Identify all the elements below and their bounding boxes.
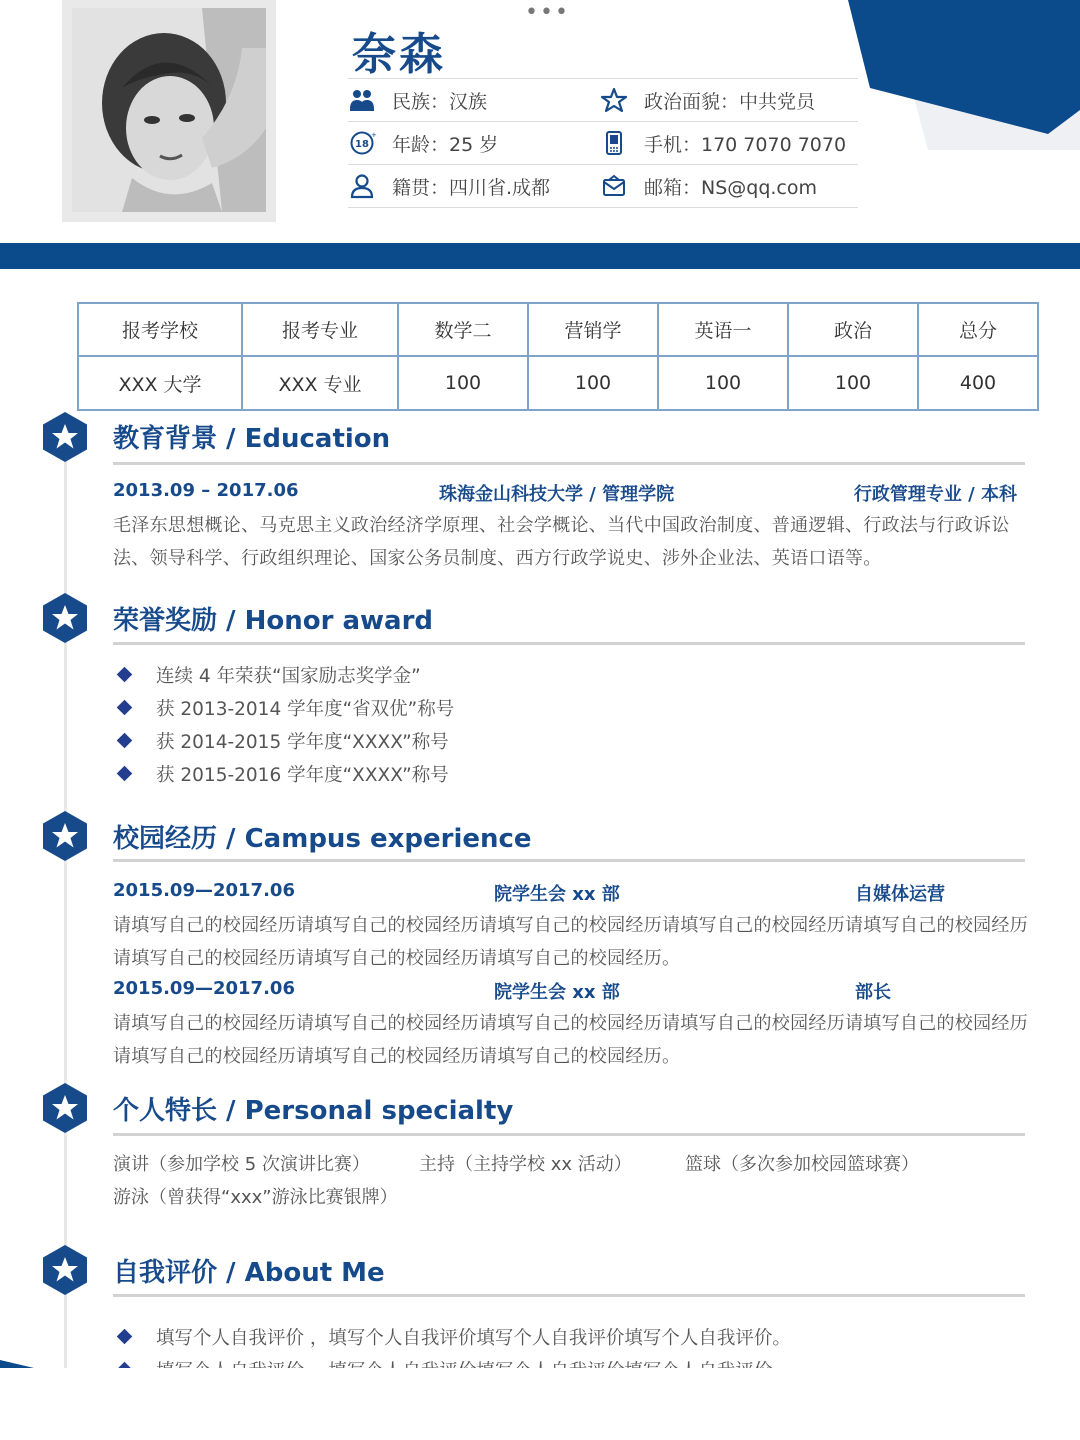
list-item: 连续 4 年荣获“国家励志奖学金” [113, 658, 454, 691]
section-divider [113, 859, 1025, 862]
campus-period: 2015.09—2017.06 [113, 978, 295, 999]
list-item: 填写个人自我评价 ，填写个人自我评价填写个人自我评价填写个人自我评价。 [113, 1320, 791, 1353]
table-cell: XXX 大学 [78, 356, 242, 410]
table-cell: 100 [658, 356, 788, 410]
table-header-cell: 报考学校 [78, 303, 242, 356]
svg-text:18: 18 [355, 139, 369, 150]
table-cell: 100 [788, 356, 918, 410]
specialty-list [113, 1148, 1029, 1214]
list-item: 获 2015-2016 学年度“XXXX”称号 [113, 757, 454, 790]
section-title-campus: 校园经历 / Campus experience [113, 824, 532, 854]
honors-list [113, 658, 454, 790]
education-courses: 毛泽东思想概论、马克思主义政治经济学原理、社会学概论、当代中国政治制度、普通逻辑、行政法与行政诉讼法、领导科学、行政组织理论、国家公务员制度、西方行政学说史、涉外企业法、英语口语等。 [113, 515, 1010, 569]
education-period: 2013.09 – 2017.06 [113, 480, 299, 501]
age-18-icon [348, 129, 376, 157]
campus-entry-meta [113, 978, 1025, 1004]
table-cell: 100 [528, 356, 658, 410]
section-title-about: 自我评价 / About Me [113, 1258, 385, 1288]
info-row [348, 121, 858, 164]
info-row [348, 78, 858, 121]
star-outline-icon [600, 86, 628, 114]
phone-text: 手机：170 7070 7070 [644, 133, 847, 156]
section-title-education: 教育背景 / Education [113, 424, 391, 454]
table-header-cell: 总分 [918, 303, 1038, 356]
ethnicity-icon [348, 86, 376, 114]
table-cell: 400 [918, 356, 1038, 410]
education-meta [113, 480, 1025, 506]
political-status-text: 政治面貌：中共党员 [644, 90, 816, 113]
diamond-bullet-icon [117, 1329, 133, 1345]
portrait-illustration [72, 8, 266, 212]
person-icon [348, 172, 376, 200]
table-header-cell: 报考专业 [242, 303, 398, 356]
table-cell: 100 [398, 356, 528, 410]
table-row [78, 356, 1038, 410]
page-bottom-margin [0, 1368, 1080, 1440]
campus-role: 部长 [855, 982, 891, 1003]
diamond-bullet-icon [117, 667, 133, 683]
diamond-bullet-icon [117, 766, 133, 782]
campus-entry-meta [113, 880, 1025, 906]
campus-description: 请填写自己的校园经历请填写自己的校园经历请填写自己的校园经历请填写自己的校园经历请填写自己的校园经历请填写自己的校园经历请填写自己的校园经历请填写自己的校园经历。 [113, 915, 1028, 969]
info-row [348, 164, 858, 208]
list-item: 获 2014-2015 学年度“XXXX”称号 [113, 724, 454, 757]
info-ethnicity [348, 79, 487, 121]
timeline-line [64, 430, 67, 1370]
exam-score-table [77, 302, 1039, 411]
profile-photo-frame [62, 0, 276, 222]
list-item: 获 2013-2014 学年度“省双优”称号 [113, 691, 454, 724]
table-header-cell: 营销学 [528, 303, 658, 356]
specialty-item: 演讲（参加学校 5 次演讲比赛） [113, 1154, 370, 1175]
section-star-icon [42, 592, 88, 644]
mobile-phone-icon [600, 129, 628, 157]
campus-org: 院学生会 xx 部 [494, 982, 620, 1003]
more-options-icon[interactable]: ••• [525, 0, 570, 25]
specialty-item: 主持（主持学校 xx 活动） [419, 1154, 632, 1175]
section-title-honors: 荣誉奖励 / Honor award [113, 606, 434, 636]
header-band [0, 243, 1080, 269]
specialty-item: 篮球（多次参加校园篮球赛） [685, 1154, 919, 1175]
section-star-icon [42, 1244, 88, 1296]
ethnicity-text: 民族：汉族 [392, 90, 488, 113]
personal-info-grid [348, 78, 858, 208]
bottom-corner-decoration [0, 1360, 34, 1368]
table-header-cell: 英语一 [658, 303, 788, 356]
section-divider [113, 1133, 1025, 1136]
campus-description: 请填写自己的校园经历请填写自己的校园经历请填写自己的校园经历请填写自己的校园经历请填写自己的校园经历请填写自己的校园经历请填写自己的校园经历请填写自己的校园经历。 [113, 1013, 1028, 1067]
svg-text:+: + [371, 131, 377, 139]
section-star-icon [42, 1082, 88, 1134]
diamond-bullet-icon [117, 733, 133, 749]
table-header-cell: 数学二 [398, 303, 528, 356]
info-hometown [348, 165, 550, 207]
education-school: 珠海金山科技大学 / 管理学院 [439, 484, 675, 505]
email-text: 邮箱：NS@qq.com [644, 176, 818, 199]
section-divider [113, 1294, 1025, 1297]
section-star-icon [42, 810, 88, 862]
campus-role: 自媒体运营 [855, 884, 945, 905]
section-title-specialty: 个人特长 / Personal specialty [113, 1096, 514, 1126]
corner-decoration [848, 0, 1080, 150]
section-star-icon [42, 411, 88, 463]
hometown-text: 籍贯：四川省.成都 [392, 176, 551, 199]
envelope-icon [600, 172, 628, 200]
info-phone [600, 122, 846, 164]
info-email [600, 165, 817, 207]
table-cell: XXX 专业 [242, 356, 398, 410]
age-text: 年龄：25 岁 [392, 133, 499, 156]
campus-period: 2015.09—2017.06 [113, 880, 295, 901]
diamond-bullet-icon [117, 700, 133, 716]
info-age [348, 122, 498, 164]
specialty-item: 游泳（曾获得“xxx”游泳比赛银牌） [113, 1187, 398, 1208]
profile-photo [72, 8, 266, 212]
info-political-status [600, 79, 815, 121]
candidate-name: 奈森 [352, 29, 446, 80]
section-divider [113, 462, 1025, 465]
section-divider [113, 642, 1025, 645]
table-header-cell: 政治 [788, 303, 918, 356]
campus-org: 院学生会 xx 部 [494, 884, 620, 905]
table-header-row [78, 303, 1038, 356]
education-major: 行政管理专业 / 本科 [853, 484, 1017, 505]
